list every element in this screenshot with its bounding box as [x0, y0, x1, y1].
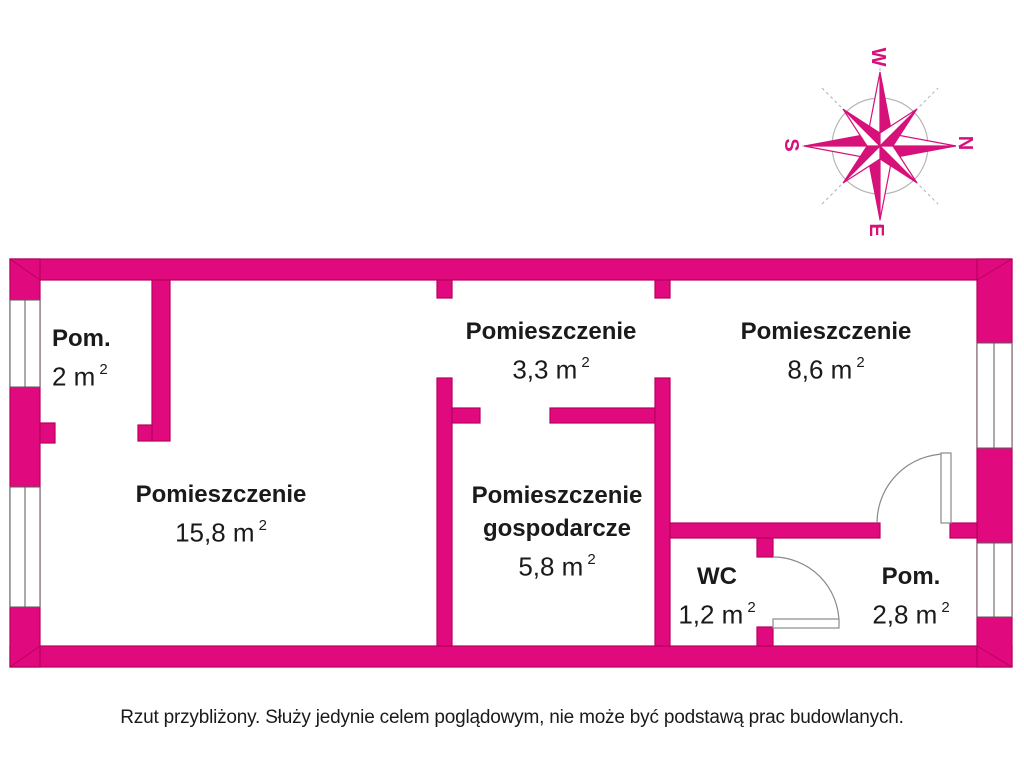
room-name: Pomieszczenie — [740, 318, 912, 345]
window — [977, 343, 1012, 448]
room-name-line2: gospodarcze — [482, 515, 632, 542]
room-area — [678, 593, 755, 632]
wall-door-jamb — [138, 425, 152, 441]
door-leaf — [773, 619, 839, 628]
room-label-pom-2-8 — [872, 560, 949, 632]
room-name: Pom. — [52, 325, 111, 352]
wall-stub — [950, 523, 977, 538]
area-superscript: 2 — [99, 361, 108, 378]
window — [10, 300, 40, 387]
wall-interior — [437, 378, 452, 646]
wall-stub — [452, 408, 480, 423]
area-superscript: 2 — [856, 354, 865, 371]
room-label-pomieszczenie-15-8 — [136, 478, 307, 550]
area-superscript: 2 — [941, 599, 950, 616]
area-superscript: 2 — [747, 599, 756, 616]
room-area — [466, 348, 637, 387]
door-swing-arc — [877, 454, 946, 523]
room-label-pomieszczenie-3-3 — [466, 315, 637, 387]
room-area — [136, 511, 307, 550]
area-value: 3,3 m — [512, 354, 578, 385]
wall-door-jamb — [40, 423, 55, 443]
room-label-pomieszczenie-gospodarcze — [472, 479, 643, 584]
wall-interior — [670, 523, 880, 538]
wall-top — [10, 259, 1012, 280]
wall-stub — [757, 627, 773, 646]
area-value: 8,6 m — [787, 354, 853, 385]
room-area — [872, 593, 949, 632]
area-superscript: 2 — [581, 354, 590, 371]
room-label-pom-2 — [52, 322, 111, 394]
disclaimer-text: Rzut przybliżony. Służy jedynie celem poglądowym, nie może być podstawą prac budowlanych. — [120, 707, 904, 728]
wall-stub — [757, 538, 773, 557]
wall-stub — [437, 280, 452, 298]
wall-interior — [152, 280, 170, 441]
compass-label-east: E — [865, 223, 887, 237]
compass-label-west: W — [867, 47, 889, 67]
compass-label-north: N — [954, 135, 976, 151]
door-wc — [773, 557, 839, 628]
area-value: 2,8 m — [872, 599, 938, 630]
compass-star — [804, 72, 956, 220]
area-superscript: 2 — [587, 551, 596, 568]
compass-rose — [780, 48, 976, 237]
area-value: 2 m — [52, 361, 96, 392]
door-swing-arc — [773, 557, 839, 623]
wall-bottom — [10, 646, 1012, 667]
window — [10, 487, 40, 607]
room-name: WC — [697, 563, 737, 590]
room-label-pomieszczenie-8-6 — [741, 315, 912, 387]
area-value: 5,8 m — [518, 551, 584, 582]
area-superscript: 2 — [258, 517, 267, 534]
wall-stub — [655, 280, 670, 298]
wall-interior — [655, 378, 670, 646]
room-name: Pom. — [881, 563, 941, 590]
area-value: 1,2 m — [678, 599, 744, 630]
room-area — [741, 348, 912, 387]
window — [977, 543, 1012, 617]
wall-interior — [550, 408, 655, 423]
room-name: Pomieszczenie — [465, 318, 637, 345]
room-area — [472, 545, 643, 584]
room-label-wc — [678, 560, 755, 632]
area-value: 15,8 m — [175, 517, 255, 548]
room-name: Pomieszczenie — [471, 482, 643, 509]
door-leaf — [941, 453, 951, 523]
door-room-8-6 — [877, 453, 951, 523]
room-name: Pomieszczenie — [135, 481, 307, 508]
compass-label-south: S — [780, 138, 802, 152]
room-area — [52, 355, 111, 394]
